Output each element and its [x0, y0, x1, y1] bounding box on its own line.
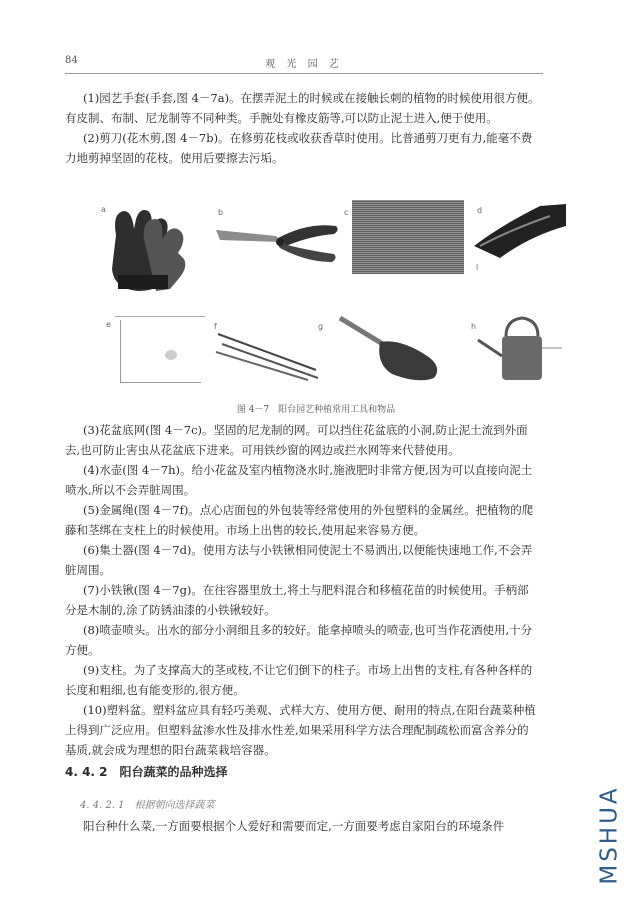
soil-scoop-illustration	[470, 196, 570, 276]
bottom-text-block	[65, 420, 540, 760]
watering-can-illustration	[476, 314, 566, 386]
figure-label-b: b	[218, 208, 224, 217]
paragraph-watering-can: (4)水壶(图 4－7h)。给小花盆及室内植物浇水时,施液肥时非常方便,因为可以直接向泥土喷水,所以不会弄脏周围。	[65, 463, 533, 497]
running-title: 观 光 园 艺	[265, 59, 343, 70]
figure-label-e: e	[106, 320, 111, 329]
figure-label-f: f	[214, 322, 217, 331]
paragraph-gloves: (1)园艺手套(手套,图 4－7a)。在摆弄泥土的时候或在接触长刺的植物的时候使用很方便。有皮制、布制、尼龙制等不同种类。手腕处有橡皮筋等,可以防止泥土进入,便于使用。	[65, 91, 540, 125]
tools-figure	[0, 0, 632, 420]
figure-label-g: g	[318, 322, 324, 331]
paragraph-trowel: (7)小铁锹(图 4－7g)。在往容器里放土,将土与肥料混合和移植花苗的时候使用。手柄部分是木制的,涂了防锈油漆的小铁锹较好。	[65, 583, 529, 617]
page-number: 84	[65, 55, 78, 66]
section-heading: 4. 4. 2 阳台蔬菜的品种选择	[65, 765, 228, 779]
figure-label-c: c	[344, 208, 349, 217]
subsection-heading: 4. 4. 2. 1 根据朝向选择蔬菜	[80, 800, 215, 811]
paragraph-scissors: (2)剪刀(花木剪,图 4－7b)。在修剪花枝或收获香草时使用。比普通剪刀更有力,能毫不费力地剪掉坚固的花枝。使用后要擦去污垢。	[65, 131, 533, 165]
paragraph-last-line: 阳台种什么菜,一方面要根据个人爱好和需要而定,一方面要考虑自家阳台的环境条件	[83, 819, 505, 833]
paragraph-wire: (5)金属绳(图 4－7f)。点心店面包的外包装等经常使用的外包塑料的金属丝。把植物的爬藤和茎绑在支柱上的时候使用。市场上出售的较长,使用起来容易方便。	[65, 503, 534, 537]
paragraph-plastic-pot: (10)塑料盆。塑料盆应具有轻巧美观、式样大方、使用方便、耐用的特点,在阳台蔬菜种植上得到广泛应用。但塑料盆渗水性及排水性差,如果采用科学方法合理配制疏松而富含养分的基质,就会成为理想的阳台蔬菜栽培容器。	[65, 703, 536, 757]
gloves-illustration	[98, 205, 200, 295]
paragraph-scoop: (6)集土器(图 4－7d)。使用方法与小铁锹相同使泥土不易洒出,以便能快速地工作,不会弄脏周围。	[65, 543, 533, 577]
trowel-illustration	[334, 312, 446, 392]
figure-label-a: a	[101, 205, 106, 214]
watermark-text: MSHUA	[596, 785, 623, 885]
paragraph-stakes: (9)支柱。为了支撑高大的茎或枝,不让它们倒下的柱子。市场上出售的支柱,有各种各样的长度和粗细,也有能变形的,很方便。	[65, 663, 533, 697]
figure-label-d: d	[477, 206, 483, 215]
stakes-illustration	[212, 326, 322, 382]
last-line-block	[65, 816, 540, 836]
figure-label-h: h	[471, 322, 477, 331]
paragraph-net: (3)花盆底网(图 4－7c)。坚固的尼龙制的网。可以挡住花盆底的小洞,防止泥土流到外面去,也可防止害虫从花盆底下进来。可用铁纱窗的网边或拦水网等来代替使用。	[65, 423, 528, 457]
watermark	[592, 782, 632, 894]
figure-caption: 图 4－7 阳台园艺种植常用工具和物品	[236, 405, 396, 415]
scissors-illustration	[212, 212, 342, 268]
net-illustration	[352, 200, 464, 274]
paragraph-spray-head: (8)喷壶喷头。出水的部分小洞细且多的较好。能拿掉喷头的喷壶,也可当作花洒使用,十分方便。	[65, 623, 533, 657]
svg-text:l: l	[476, 263, 479, 272]
wire-illustration	[120, 320, 201, 383]
